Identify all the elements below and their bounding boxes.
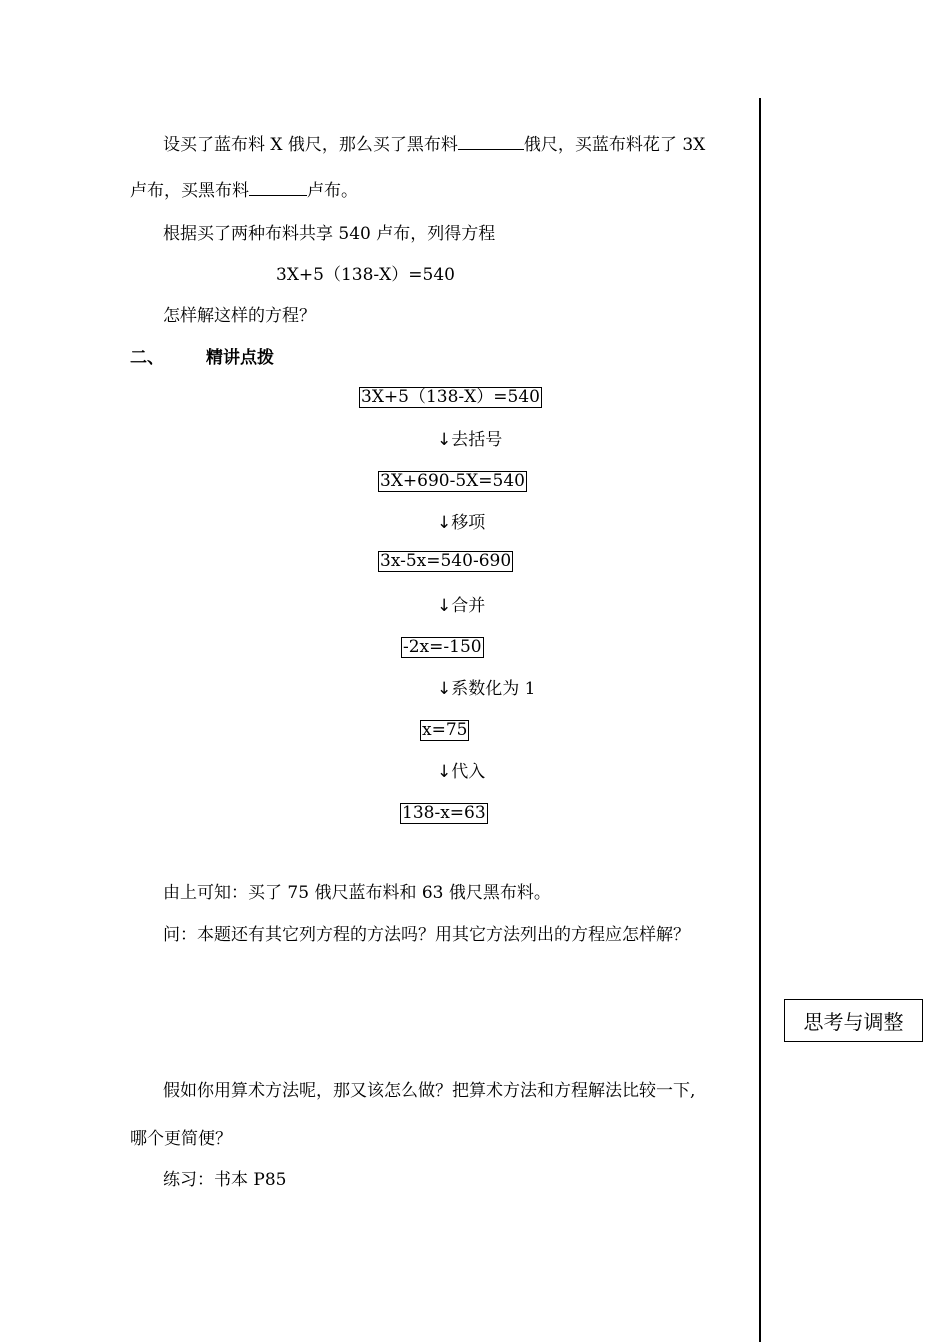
arithmetic-line-1: 假如你用算术方法呢，那又该怎么做？把算术方法和方程解法比较一下, bbox=[163, 1081, 696, 1101]
step-expression-4-box: -2x=-150 bbox=[403, 637, 482, 657]
step-expression-1-box: 3X+5（138-X）=540 bbox=[361, 387, 540, 407]
arithmetic-line-2: 哪个更简便？ bbox=[130, 1129, 232, 1149]
reflection-box: 思考与调整 bbox=[784, 999, 923, 1042]
practice-text: 练习：书本 P85 bbox=[163, 1170, 287, 1190]
step-operation-3 bbox=[437, 598, 485, 615]
down-arrow-icon: ↓ bbox=[437, 513, 452, 533]
step-expression-5 bbox=[420, 720, 469, 741]
step-operation-4 bbox=[437, 681, 535, 698]
intro-line-2-part-b: 卢布。 bbox=[307, 181, 358, 201]
down-arrow-icon: ↓ bbox=[437, 596, 452, 616]
intro-question: 怎样解这样的方程？ bbox=[163, 306, 316, 326]
step-expression-2 bbox=[378, 471, 527, 492]
step-operation-4-label: 系数化为 1 bbox=[451, 679, 536, 699]
conclusion-text: 由上可知：买了 75 俄尺蓝布料和 63 俄尺黑布料。 bbox=[163, 883, 551, 903]
step-operation-1-label: 去括号 bbox=[451, 430, 503, 450]
down-arrow-icon: ↓ bbox=[437, 679, 452, 699]
intro-line-3: 根据买了两种布料共享 540 卢布，列得方程 bbox=[163, 224, 496, 244]
section-number: 二、 bbox=[130, 348, 164, 368]
step-expression-3 bbox=[378, 551, 513, 572]
intro-line-2-part-a: 卢布，买黑布料 bbox=[130, 181, 249, 201]
follow-up-question: 问：本题还有其它列方程的方法吗？用其它方法列出的方程应怎样解？ bbox=[163, 925, 690, 945]
step-operation-2 bbox=[437, 515, 485, 532]
intro-line-1-part-a: 设买了蓝布料 X 俄尺，那么买了黑布料 bbox=[163, 135, 458, 155]
down-arrow-icon: ↓ bbox=[437, 430, 452, 450]
step-operation-3-label: 合并 bbox=[451, 596, 486, 616]
step-operation-2-label: 移项 bbox=[451, 513, 486, 533]
intro-line-1 bbox=[163, 137, 705, 154]
step-operation-1 bbox=[437, 432, 502, 449]
margin-divider-line bbox=[759, 98, 761, 1342]
step-expression-3-box: 3x-5x=540-690 bbox=[380, 551, 512, 571]
down-arrow-icon: ↓ bbox=[437, 762, 452, 782]
step-expression-4 bbox=[401, 637, 484, 658]
section-title: 精讲点拨 bbox=[206, 348, 274, 368]
step-expression-6 bbox=[400, 803, 488, 824]
intro-equation: 3X+5（138-X）=540 bbox=[276, 265, 455, 285]
step-expression-5-box: x=75 bbox=[422, 720, 468, 740]
intro-line-1-part-b: 俄尺，买蓝布料花了 3X bbox=[523, 135, 706, 155]
step-expression-6-box: 138-x=63 bbox=[402, 803, 486, 823]
step-operation-5-label: 代入 bbox=[451, 762, 486, 782]
step-expression-2-box: 3X+690-5X=540 bbox=[380, 471, 525, 491]
step-expression-1 bbox=[359, 387, 542, 408]
intro-line-2 bbox=[130, 183, 358, 200]
step-operation-5 bbox=[437, 764, 485, 781]
fill-blank-black-cloth bbox=[458, 148, 524, 150]
fill-blank-black-cost bbox=[249, 194, 307, 196]
